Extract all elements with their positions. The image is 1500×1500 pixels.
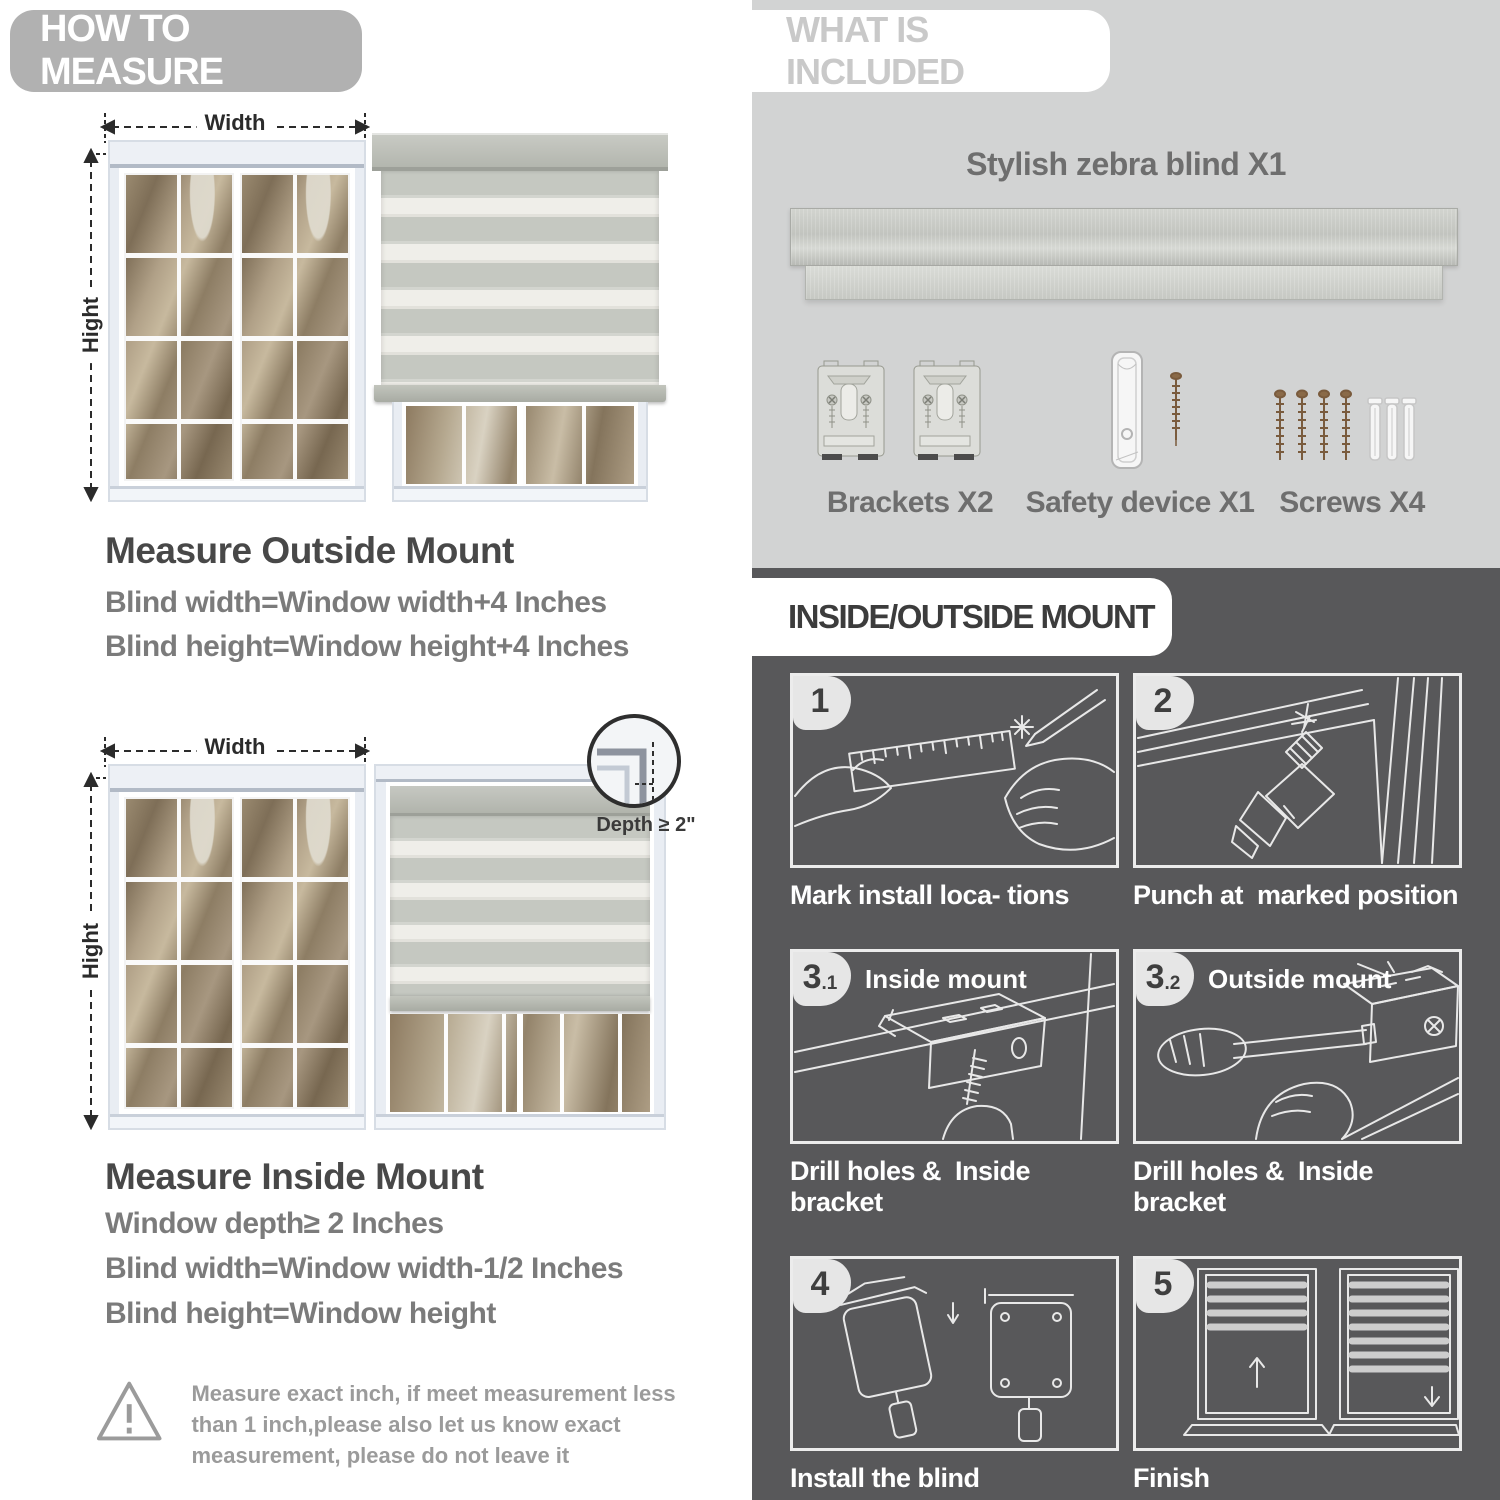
window-sash-right [240, 797, 350, 1109]
depth-magnifier [587, 714, 681, 808]
measure-outside-heading: Measure Outside Mount [105, 530, 514, 571]
step-1 [790, 673, 1119, 911]
depth-label: Depth ≥ 2" [596, 814, 696, 836]
window-illustration-outside [108, 140, 366, 502]
width-measure-inside [100, 734, 370, 768]
window-sill [376, 1114, 664, 1128]
step-4 [790, 1256, 1119, 1494]
window-sash-right [240, 173, 350, 481]
hight-label: Hight [78, 287, 104, 363]
window-head-jamb [110, 766, 364, 792]
screws-icon [1272, 388, 1432, 472]
screws-label: Screws X4 [1279, 486, 1425, 519]
window-under-blind [392, 402, 648, 502]
inside-formula-1: Window depth≥ 2 Inches [105, 1207, 444, 1240]
step-number-badge: 2 [1136, 676, 1194, 730]
step-caption: Drill holes & Inside bracket [1133, 1156, 1381, 1217]
blind-item-label: Stylish zebra blind X1 [966, 146, 1286, 182]
window-under-glass [406, 406, 634, 484]
blind-bottom-rail [374, 385, 666, 402]
window-glass [126, 175, 232, 479]
width-label: Width [197, 734, 274, 760]
step-3-1-box [790, 949, 1119, 1144]
warning-triangle-icon [95, 1378, 163, 1446]
window-glass [242, 799, 348, 1107]
window-sash-left [124, 173, 234, 481]
window-illustration-inside [108, 764, 366, 1130]
what-is-included-panel [752, 0, 1500, 568]
step-5 [1133, 1256, 1462, 1494]
width-measure-outside [100, 110, 370, 144]
inside-formula-2: Blind width=Window width-1/2 Inches [105, 1252, 624, 1285]
step-number-badge: 3 .1 [793, 952, 851, 1006]
section-header-what-is-included [752, 10, 1110, 92]
step-number-badge: 5 [1136, 1259, 1194, 1313]
section-header-label: WHAT IS INCLUDED [786, 9, 964, 92]
step-caption: Mark install loca- tions [790, 880, 1070, 910]
blind-shade-stripes [381, 171, 659, 385]
safety-device-label: Safety device X1 [1025, 486, 1255, 519]
window-sill [110, 1114, 364, 1128]
step-2 [1133, 673, 1462, 911]
zebra-blind-headrail [790, 208, 1458, 300]
step-number-badge: 1 [793, 676, 851, 730]
step-3-2-box [1133, 949, 1462, 1144]
installation-steps [790, 673, 1462, 1494]
hight-label: Hight [78, 913, 104, 989]
brackets-label: Brackets X2 [826, 486, 994, 519]
measure-note-text: Measure exact inch, if meet measurement less than 1 inch,please also let us know exact measurement, please do not leave it [191, 1381, 676, 1469]
window-under-body [402, 402, 638, 488]
window-sash-left [124, 797, 234, 1109]
window-glass [242, 175, 348, 479]
measure-note [95, 1378, 695, 1472]
brackets-icon [814, 358, 984, 468]
step-2-box [1133, 673, 1462, 868]
step-1-box [790, 673, 1119, 868]
headrail-top-bar [790, 208, 1458, 266]
step-number-badge: 3 .2 [1136, 952, 1194, 1006]
step-caption: Finish [1133, 1463, 1210, 1493]
blind-shade-stripes [390, 816, 650, 996]
section-header-label: INSIDE/OUTSIDE MOUNT [788, 598, 1155, 635]
outside-formula-2: Blind height=Window height+4 Inches [105, 630, 629, 663]
window-under-glass [390, 1014, 650, 1112]
width-label: Width [197, 110, 274, 136]
step-title: Inside mount [865, 964, 1027, 994]
section-header-mount [752, 578, 1172, 656]
step-title: Outside mount [1208, 964, 1392, 994]
step-caption: Drill holes & Inside bracket [790, 1156, 1038, 1217]
hight-measure-inside [76, 772, 106, 1130]
hardware-row [752, 348, 1500, 478]
safety-device-icon [1098, 348, 1208, 474]
step-number-badge: 4 [793, 1259, 851, 1313]
step-3-1 [790, 949, 1119, 1218]
window-glass [126, 799, 232, 1107]
section-header-label: HOW TO MEASURE [40, 8, 224, 93]
window-body [119, 168, 355, 486]
window-body [119, 792, 355, 1114]
inside-formula-3: Blind height=Window height [105, 1297, 496, 1330]
window-sill [110, 486, 364, 500]
window-under-sill [394, 486, 646, 500]
hight-measure-outside [76, 148, 106, 502]
headrail-bottom-bar [805, 266, 1443, 300]
measure-inside-heading: Measure Inside Mount [105, 1156, 484, 1197]
step-3-2 [1133, 949, 1462, 1218]
blind-bottom-rail [390, 996, 650, 1011]
window-corner-zoom-icon [591, 718, 677, 804]
step-caption: Punch at marked position [1133, 880, 1459, 910]
step-4-box [790, 1256, 1119, 1451]
outside-formula-1: Blind width=Window width+4 Inches [105, 586, 607, 619]
inside-outside-mount-panel [752, 568, 1500, 1500]
step-5-box [1133, 1256, 1462, 1451]
zebra-blind-outside-illustration [372, 133, 668, 505]
blind-cassette [372, 133, 668, 171]
step-caption: Install the blind [790, 1463, 980, 1493]
section-header-how-to-measure [10, 10, 362, 92]
window-head-jamb [110, 142, 364, 168]
